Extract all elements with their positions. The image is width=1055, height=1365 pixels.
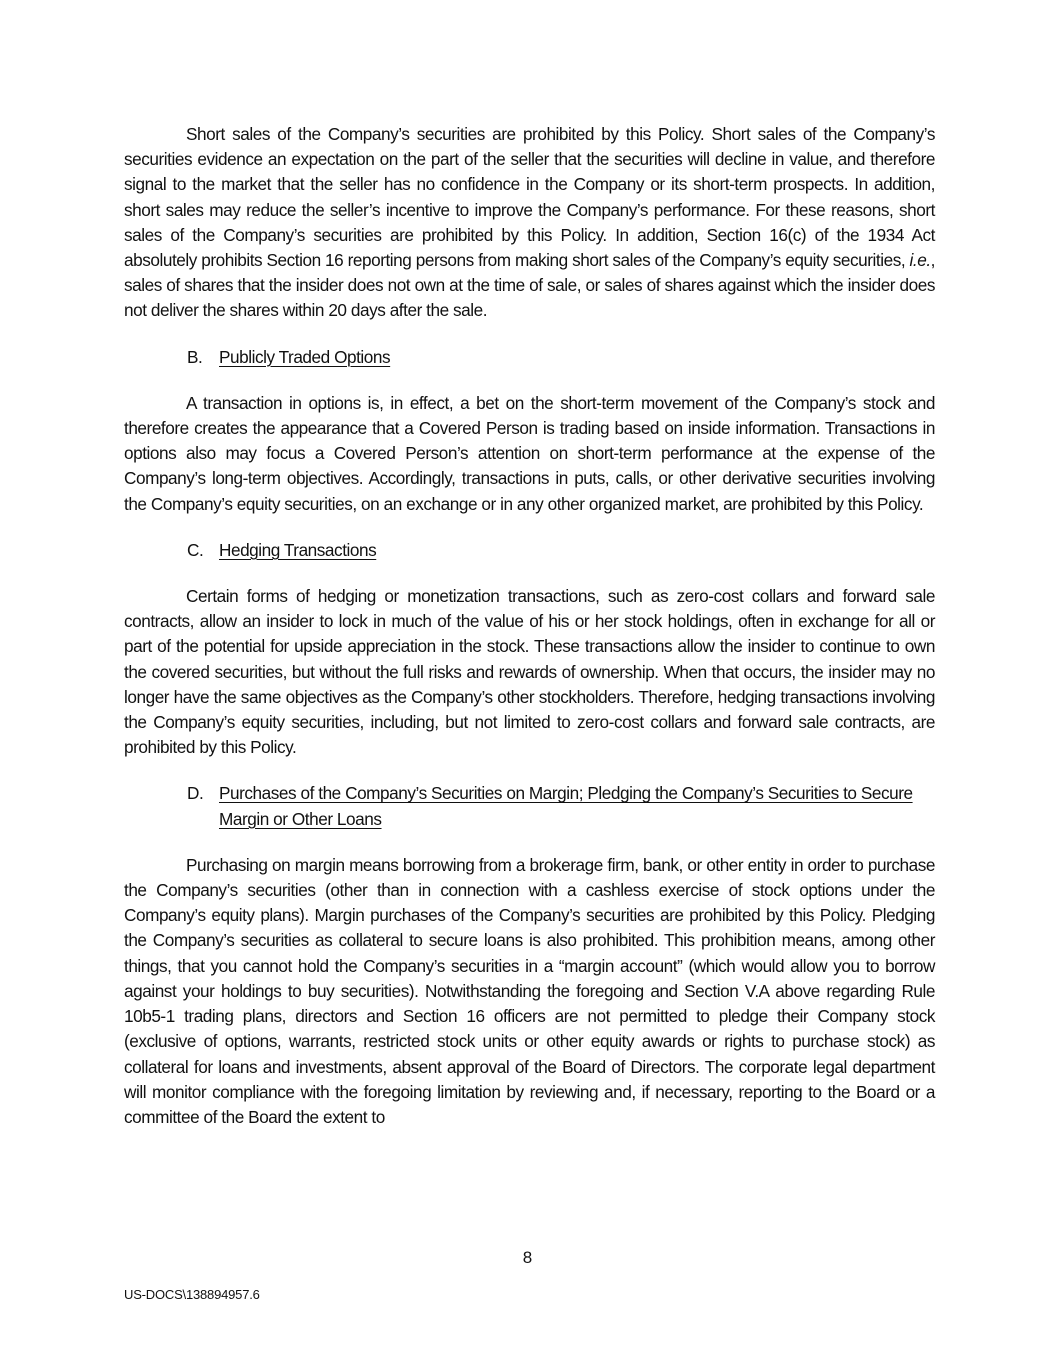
section-heading-d — [124, 781, 935, 831]
section-title: Purchases of the Company’s Securities on Margin; Pledging the Company’s Securities to Secure Margin or Other Loans — [219, 783, 913, 829]
paragraph-hedging-transactions: Certain forms of hedging or monetization transactions, such as zero-cost collars and forward sale contracts, allow an insider to lock in much of the value of his or her stock holdings, often in exchange for all or part of the potential for upside appreciation in the stock. These transactions allow the insider to continue to own the covered securities, but without the full risks and rewards of ownership. When that occurs, the insider may no longer have the same objectives as the Company’s other stockholders. Therefore, hedging transactions involving the Company’s equity securities, including, but not limited to zero-cost collars and forward sale contracts, are prohibited by this Policy. — [124, 586, 935, 758]
section-letter: C. — [187, 539, 204, 560]
section-letter: B. — [187, 346, 203, 367]
paragraph-short-sales — [124, 122, 935, 324]
paragraph-text: , sales of shares that the insider does not own at the time of sale, or sales of shares against which the insider does not deliver the shares within 20 days after the sale. — [124, 250, 935, 321]
section-letter: D. — [187, 783, 204, 804]
section-title: Hedging Transactions — [219, 539, 377, 560]
section-title: Publicly Traded Options — [219, 346, 391, 367]
document-id: US-DOCS\138894957.6 — [124, 1287, 260, 1302]
paragraph-text: Short sales of the Company’s securities are prohibited by this Policy. Short sales of the Company’s securities evidence an expectation on the part of the seller that the securities will decline in value, and therefore signal to the market that the seller has no confidence in the Company or its short-term prospects. In addition, short sales may reduce the seller’s incentive to improve the Company’s performance. For these reasons, short sales of the Company’s securities are prohibited by this Policy. In addition, Section 16(c) of the 1934 Act absolutely prohibits Section 16 reporting persons from making short sales of the Company’s equity securities, — [124, 124, 935, 271]
section-heading-c — [124, 538, 935, 563]
page-number: 8 — [522, 1248, 533, 1267]
paragraph-publicly-traded-options: A transaction in options is, in effect, a bet on the short-term movement of the Company’s stock and therefore creates the appearance that a Covered Person is trading based on inside information. Transactions in options also may focus a Covered Person’s attention on short-term performance at the expense of the Company’s long-term objectives. Accordingly, transactions in puts, calls, or other derivative securities involving the Company’s equity securities, on an exchange or in any other organized market, are prohibited by this Policy. — [124, 392, 935, 514]
section-heading-b — [124, 345, 935, 370]
paragraph-margin-pledging: Purchasing on margin means borrowing from a brokerage firm, bank, or other entity in order to purchase the Company’s securities (other than in connection with a cashless exercise of stock options under the Company’s equity plans). Margin purchases of the Company’s securities are prohibited by this Policy. Pledging the Company’s securities as collateral to secure loans is also prohibited. This prohibition means, among other things, that you cannot hold the Company’s securities in a “margin account” (which would allow you to borrow against your holdings to buy securities). Notwithstanding the foregoing and Section V.A above regarding Rule 10b5-1 trading plans, directors and Section 16 officers are not permitted to pledge their Company stock (exclusive of options, warrants, restricted stock units or other equity awards or rights to purchase stock) as collateral for loans and investments, absent approval of the Board of Directors. The corporate legal department will monitor compliance with the foregoing limitation by reviewing and, if necessary, reporting to the Board or a committee of the Board the extent to — [124, 854, 935, 1127]
italic-abbreviation: i.e. — [909, 250, 931, 271]
document-page — [124, 122, 935, 1130]
